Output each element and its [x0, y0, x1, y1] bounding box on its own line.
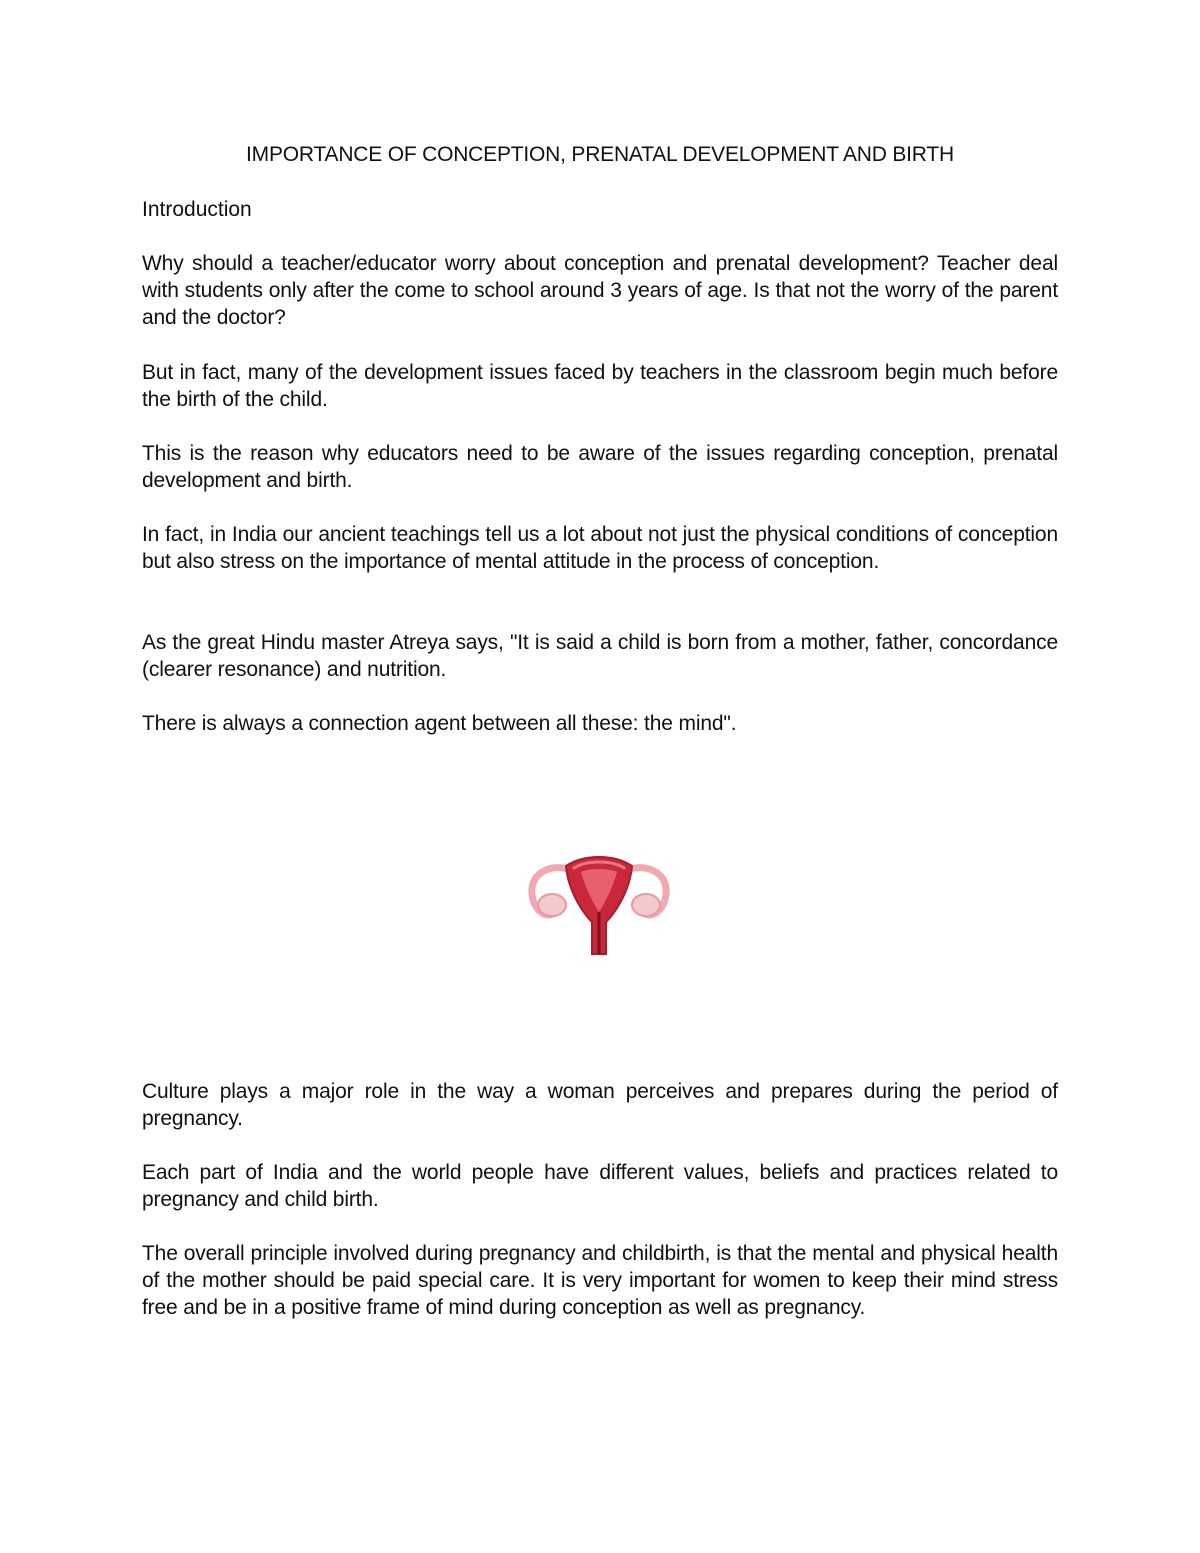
paragraph-9: The overall principle involved during pregnancy and childbirth, is that the mental and physical health of the mother should be paid special care. It is very important for women to keep their mind stress free and be in a positive frame of mind during conception as well as pregnancy.	[142, 1242, 1058, 1320]
paragraph-1: Why should a teacher/educator worry about conception and prenatal development? Teacher deal with students only after the come to school around 3 years of age. Is that not the worry of the parent and the doctor?	[142, 252, 1058, 330]
document-title: IMPORTANCE OF CONCEPTION, PRENATAL DEVELOPMENT AND BIRTH	[246, 143, 954, 166]
uterus-illustration-icon	[526, 850, 672, 962]
section-heading-introduction: Introduction	[142, 198, 252, 221]
paragraph-7: Culture plays a major role in the way a woman perceives and prepares during the period of pregnancy.	[142, 1080, 1058, 1131]
paragraph-6: There is always a connection agent between all these: the mind".	[142, 712, 737, 735]
paragraph-5: As the great Hindu master Atreya says, "It is said a child is born from a mother, father, concordance (clearer resonance) and nutrition.	[142, 631, 1058, 682]
paragraph-3: This is the reason why educators need to be aware of the issues regarding conception, prenatal development and birth.	[142, 442, 1058, 493]
paragraph-8: Each part of India and the world people have different values, beliefs and practices related to pregnancy and child birth.	[142, 1161, 1058, 1212]
paragraph-4: In fact, in India our ancient teachings tell us a lot about not just the physical conditions of conception but also stress on the importance of mental attitude in the process of conception.	[142, 523, 1058, 574]
paragraph-2: But in fact, many of the development issues faced by teachers in the classroom begin much before the birth of the child.	[142, 361, 1058, 412]
